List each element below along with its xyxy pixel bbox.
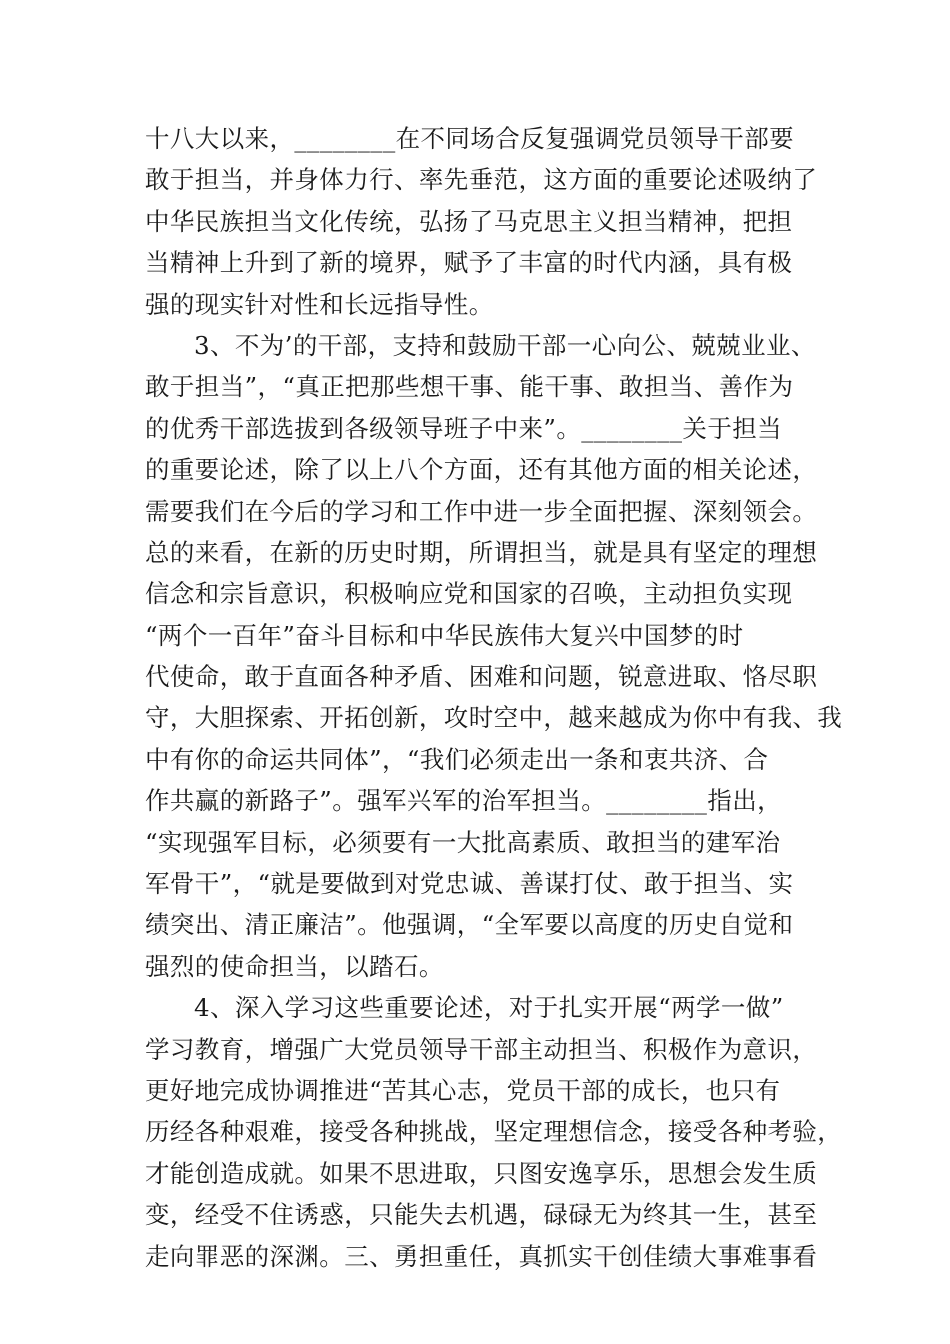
text-line: 中有你的命运共同体”，“我们必须走出一条和衷共济、合: [145, 744, 769, 774]
text-line: 的重要论述，除了以上八个方面，还有其他方面的相关论述，: [145, 455, 818, 485]
text-line: 走向罪恶的深渊。三、勇担重任，真抓实干创佳绩大事难事看: [145, 1241, 818, 1271]
text-line: 更好地完成协调推进“苦其心志，党员干部的成长，也只有: [145, 1075, 781, 1105]
text-line: 强烈的使命担当，以踏石。: [145, 951, 444, 981]
text-line: 代使命，敢于直面各种矛盾、困难和问题，锐意进取、恪尽职: [145, 662, 818, 692]
text-line: “实现强军目标，必须要有一大批高素质、敢担当的建军治: [145, 827, 781, 857]
text-line: 的优秀干部选拔到各级领导班子中来”。________关于担当: [145, 413, 783, 443]
text-line: 才能创造成就。如果不思进取，只图安逸享乐，思想会发生质: [145, 1158, 818, 1188]
text-line: 学习教育，增强广大党员领导干部主动担当、积极作为意识，: [145, 1034, 818, 1064]
text-line: 信念和宗旨意识，积极响应党和国家的召唤，主动担负实现: [145, 579, 793, 609]
text-line: 军骨干”，“就是要做到对党忠诚、善谋打仗、敢于担当、实: [145, 869, 794, 899]
text-line: 中华民族担当文化传统，弘扬了马克思主义担当精神，把担: [145, 206, 793, 236]
text-line: 需要我们在今后的学习和工作中进一步全面把握、深刻领会。: [145, 496, 818, 526]
document-body-text: [145, 118, 843, 1277]
text-line: 当精神上升到了新的境界，赋予了丰富的时代内涵，具有极: [145, 248, 793, 278]
text-line: 敢于担当”，“真正把那些想干事、能干事、敢担当、善作为: [145, 372, 794, 402]
text-line: 绩突出、清正廉洁”。他强调，“全军要以高度的历史自觉和: [145, 910, 794, 940]
text-line: 强的现实针对性和长远指导性。: [145, 289, 494, 319]
text-line: 十八大以来，________在不同场合反复强调党员领导干部要: [145, 124, 794, 153]
text-line: 变，经受不住诱惑，只能失去机遇，碌碌无为终其一生，甚至: [145, 1200, 818, 1230]
text-line: 历经各种艰难，接受各种挑战，坚定理想信念，接受各种考验，: [145, 1117, 843, 1147]
text-line: “两个一百年”奋斗目标和中华民族伟大复兴中国梦的时: [145, 620, 744, 650]
text-line: 4、深入学习这些重要论述，对于扎实开展“两学一做”: [194, 993, 784, 1023]
text-line: 总的来看，在新的历史时期，所谓担当，就是具有坚定的理想: [145, 537, 818, 567]
text-line: 守，大胆探索、开拓创新，攻时空中，越来越成为你中有我、我: [145, 703, 843, 733]
text-line: 作共赢的新路子”。强军兴军的治军担当。________指出，: [145, 786, 783, 816]
text-line: 3、不为’的干部，支持和鼓励干部一心向公、兢兢业业、: [194, 330, 816, 360]
text-line: 敢于担当，并身体力行、率先垂范，这方面的重要论述吸纳了: [145, 165, 818, 195]
